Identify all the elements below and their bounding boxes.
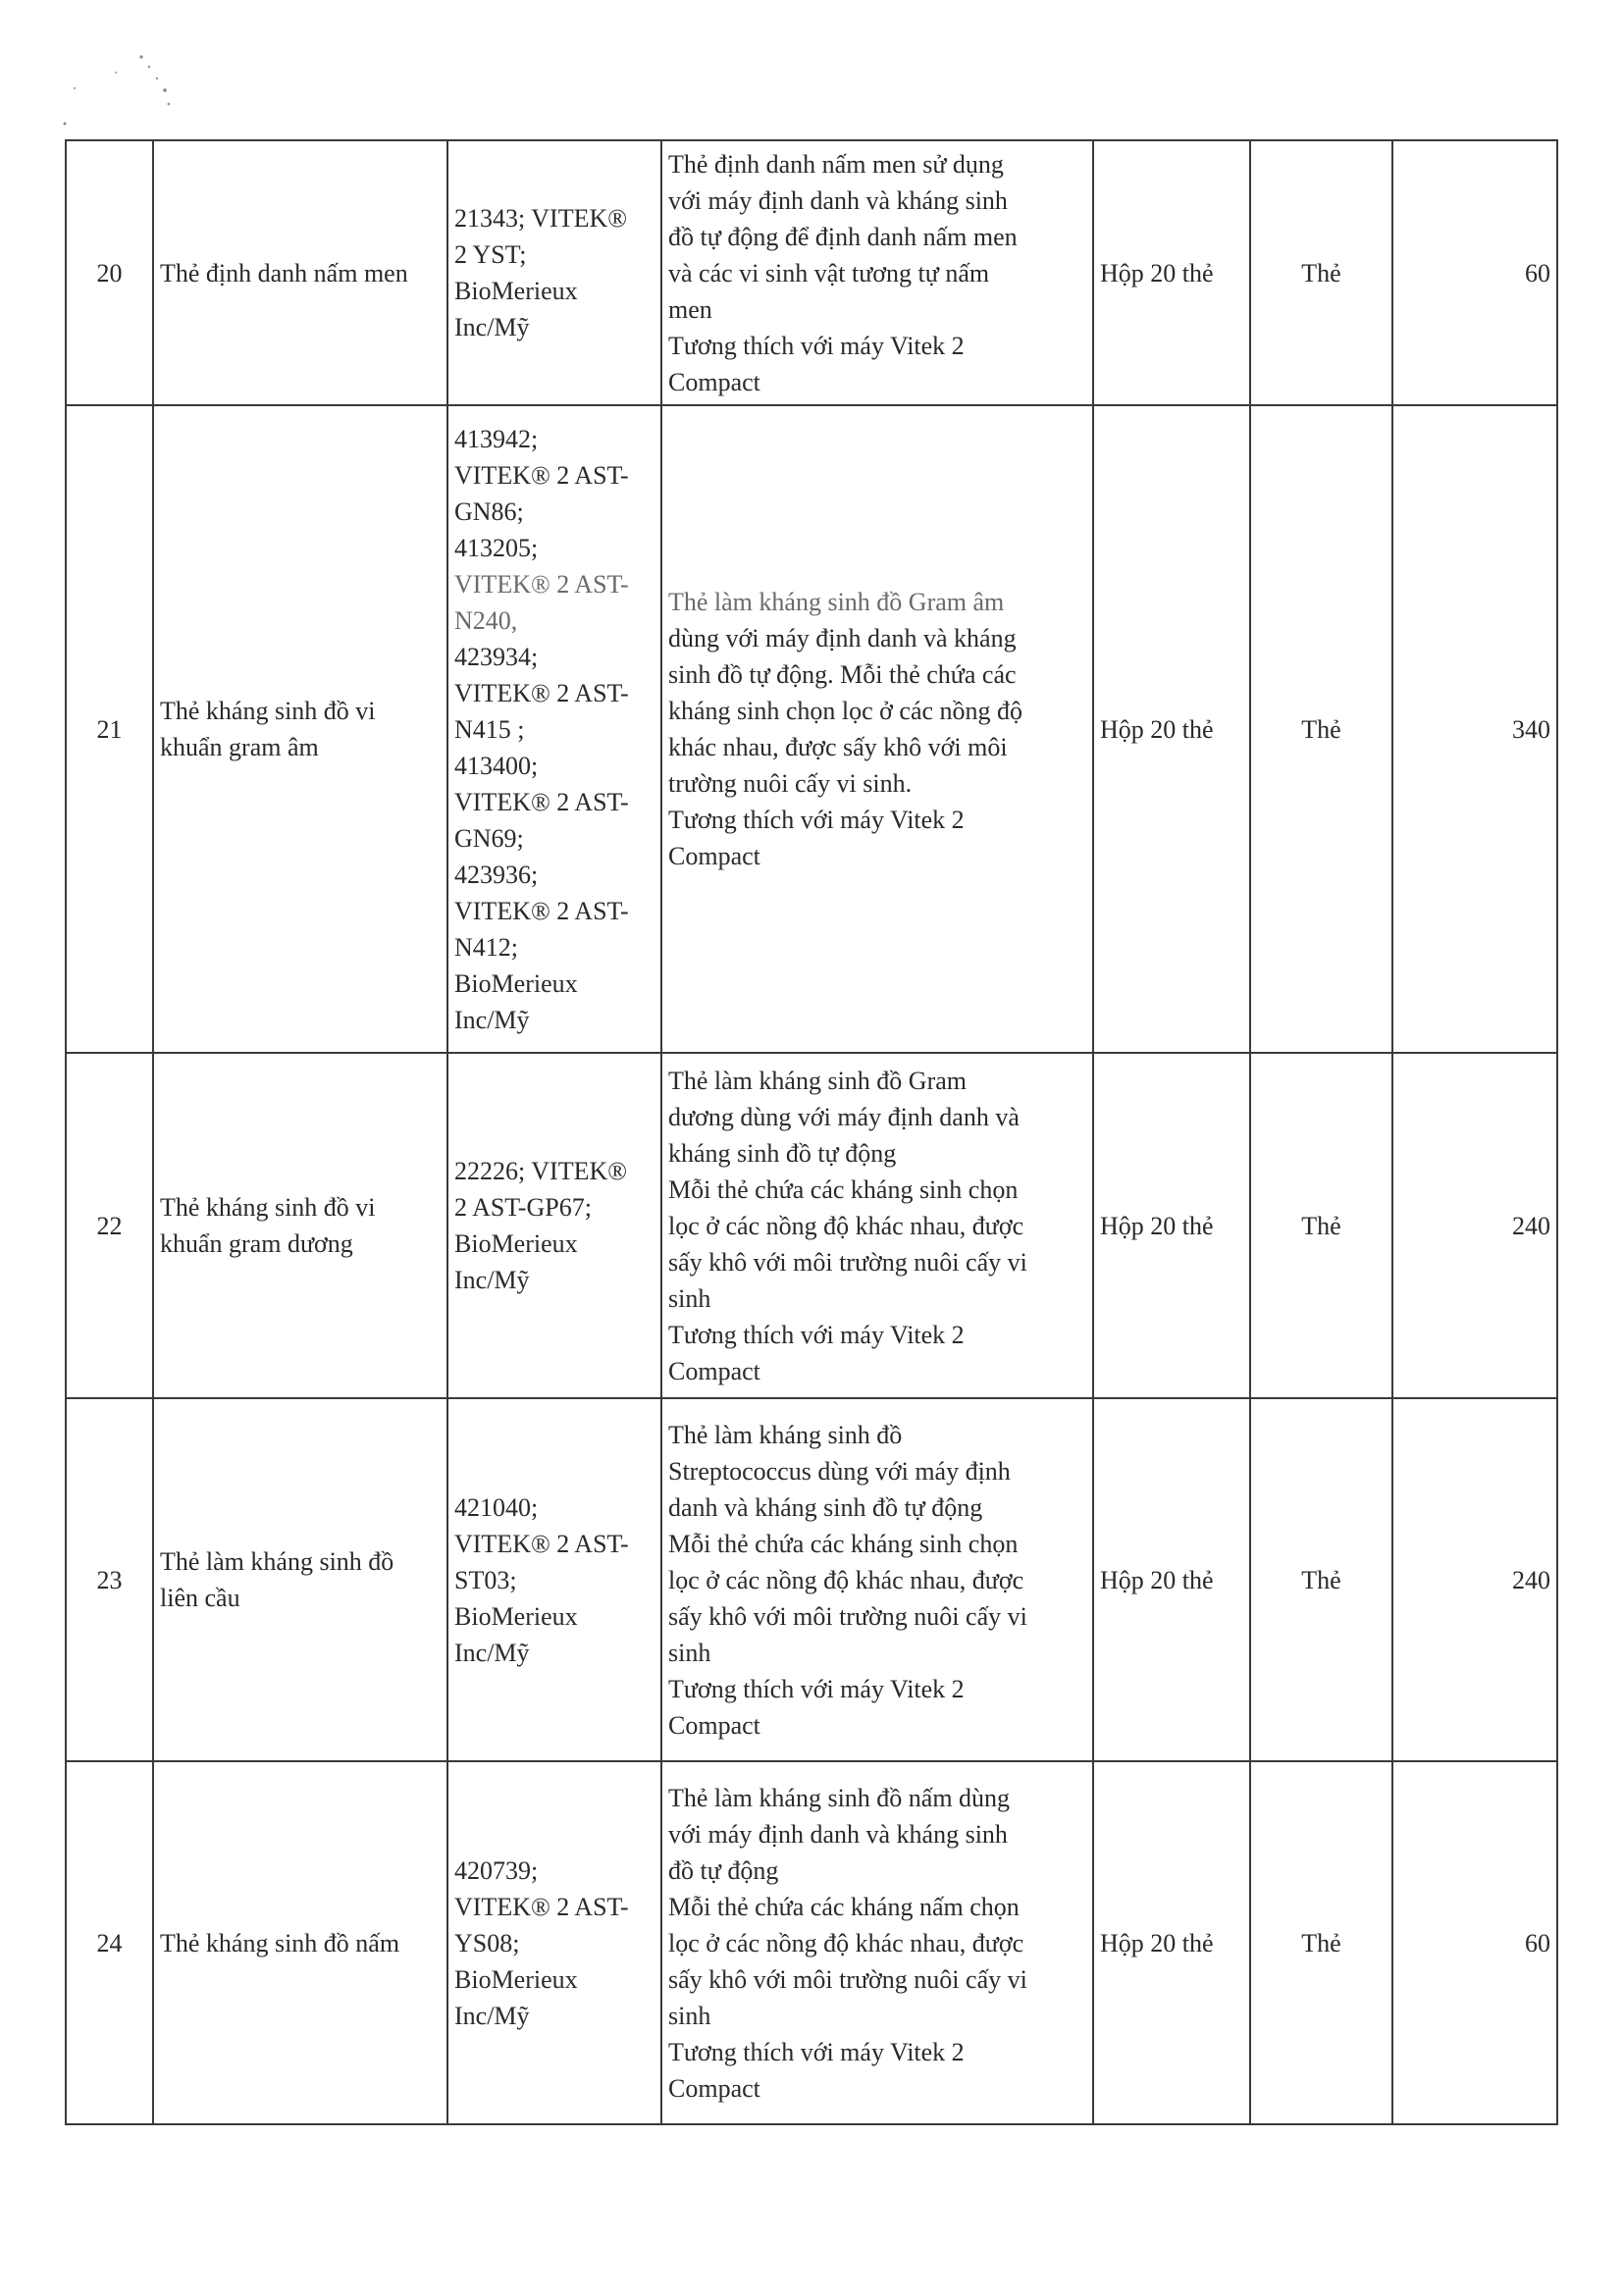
quantity: 240 <box>1392 1398 1557 1761</box>
product-code: 22226; VITEK® 2 AST-GP67; BioMerieux Inc/Mỹ <box>447 1053 661 1398</box>
table-row <box>66 405 1557 1053</box>
packaging: Hộp 20 thẻ <box>1093 1053 1250 1398</box>
product-description: Thẻ làm kháng sinh đồ nấm dùng với máy định danh và kháng sinh đồ tự động Mỗi thẻ chứa các kháng nấm chọn lọc ở các nồng độ khác nhau, được sấy khô với môi trường nuôi cấy vi sinh Tương thích với máy Vitek 2 Compact <box>661 1761 1093 2124</box>
unit: Thẻ <box>1250 1398 1392 1761</box>
product-description: Thẻ làm kháng sinh đồ Streptococcus dùng với máy định danh và kháng sinh đồ tự động Mỗi thẻ chứa các kháng sinh chọn lọc ở các nồng độ khác nhau, được sấy khô với môi trường nuôi cấy vi sinh Tương thích với máy Vitek 2 Compact <box>661 1398 1093 1761</box>
table-row <box>66 140 1557 405</box>
product-description: Thẻ định danh nấm men sử dụng với máy định danh và kháng sinh đồ tự động để định danh nấm men và các vi sinh vật tương tự nấm men Tương thích với máy Vitek 2 Compact <box>661 140 1093 405</box>
product-table <box>65 139 1558 2125</box>
quantity: 60 <box>1392 1761 1557 2124</box>
product-code: 420739; VITEK® 2 AST- YS08; BioMerieux Inc/Mỹ <box>447 1761 661 2124</box>
row-number: 20 <box>66 140 153 405</box>
table-row <box>66 1398 1557 1761</box>
product-code: 413942; VITEK® 2 AST- GN86; 413205; VITEK® 2 AST- N240, 423934; VITEK® 2 AST- N415 ; 413400; VITEK® 2 AST- GN69; 423936; VITEK® 2 AST- N412; BioMerieux Inc/Mỹ <box>447 405 661 1053</box>
scan-specks <box>59 39 196 137</box>
packaging: Hộp 20 thẻ <box>1093 1398 1250 1761</box>
product-name: Thẻ kháng sinh đồ vi khuẩn gram âm <box>153 405 447 1053</box>
quantity: 240 <box>1392 1053 1557 1398</box>
product-description: Thẻ làm kháng sinh đồ Gram dương dùng với máy định danh và kháng sinh đồ tự động Mỗi thẻ chứa các kháng sinh chọn lọc ở các nồng độ khác nhau, được sấy khô với môi trường nuôi cấy vi sinh Tương thích với máy Vitek 2 Compact <box>661 1053 1093 1398</box>
row-number: 23 <box>66 1398 153 1761</box>
product-name: Thẻ làm kháng sinh đồ liên cầu <box>153 1398 447 1761</box>
row-number: 22 <box>66 1053 153 1398</box>
unit: Thẻ <box>1250 1761 1392 2124</box>
product-name: Thẻ định danh nấm men <box>153 140 447 405</box>
unit: Thẻ <box>1250 405 1392 1053</box>
product-code: 21343; VITEK® 2 YST; BioMerieux Inc/Mỹ <box>447 140 661 405</box>
row-number: 24 <box>66 1761 153 2124</box>
product-code: 421040; VITEK® 2 AST- ST03; BioMerieux Inc/Mỹ <box>447 1398 661 1761</box>
packaging: Hộp 20 thẻ <box>1093 140 1250 405</box>
packaging: Hộp 20 thẻ <box>1093 1761 1250 2124</box>
product-name: Thẻ kháng sinh đồ vi khuẩn gram dương <box>153 1053 447 1398</box>
row-number: 21 <box>66 405 153 1053</box>
product-name: Thẻ kháng sinh đồ nấm <box>153 1761 447 2124</box>
product-description: Thẻ làm kháng sinh đồ Gram âm dùng với máy định danh và kháng sinh đồ tự động. Mỗi thẻ chứa các kháng sinh chọn lọc ở các nồng độ khác nhau, được sấy khô với môi trường nuôi cấy vi sinh. Tương thích với máy Vitek 2 Compact <box>661 405 1093 1053</box>
unit: Thẻ <box>1250 140 1392 405</box>
table-row <box>66 1053 1557 1398</box>
table-row <box>66 1761 1557 2124</box>
unit: Thẻ <box>1250 1053 1392 1398</box>
quantity: 60 <box>1392 140 1557 405</box>
packaging: Hộp 20 thẻ <box>1093 405 1250 1053</box>
quantity: 340 <box>1392 405 1557 1053</box>
